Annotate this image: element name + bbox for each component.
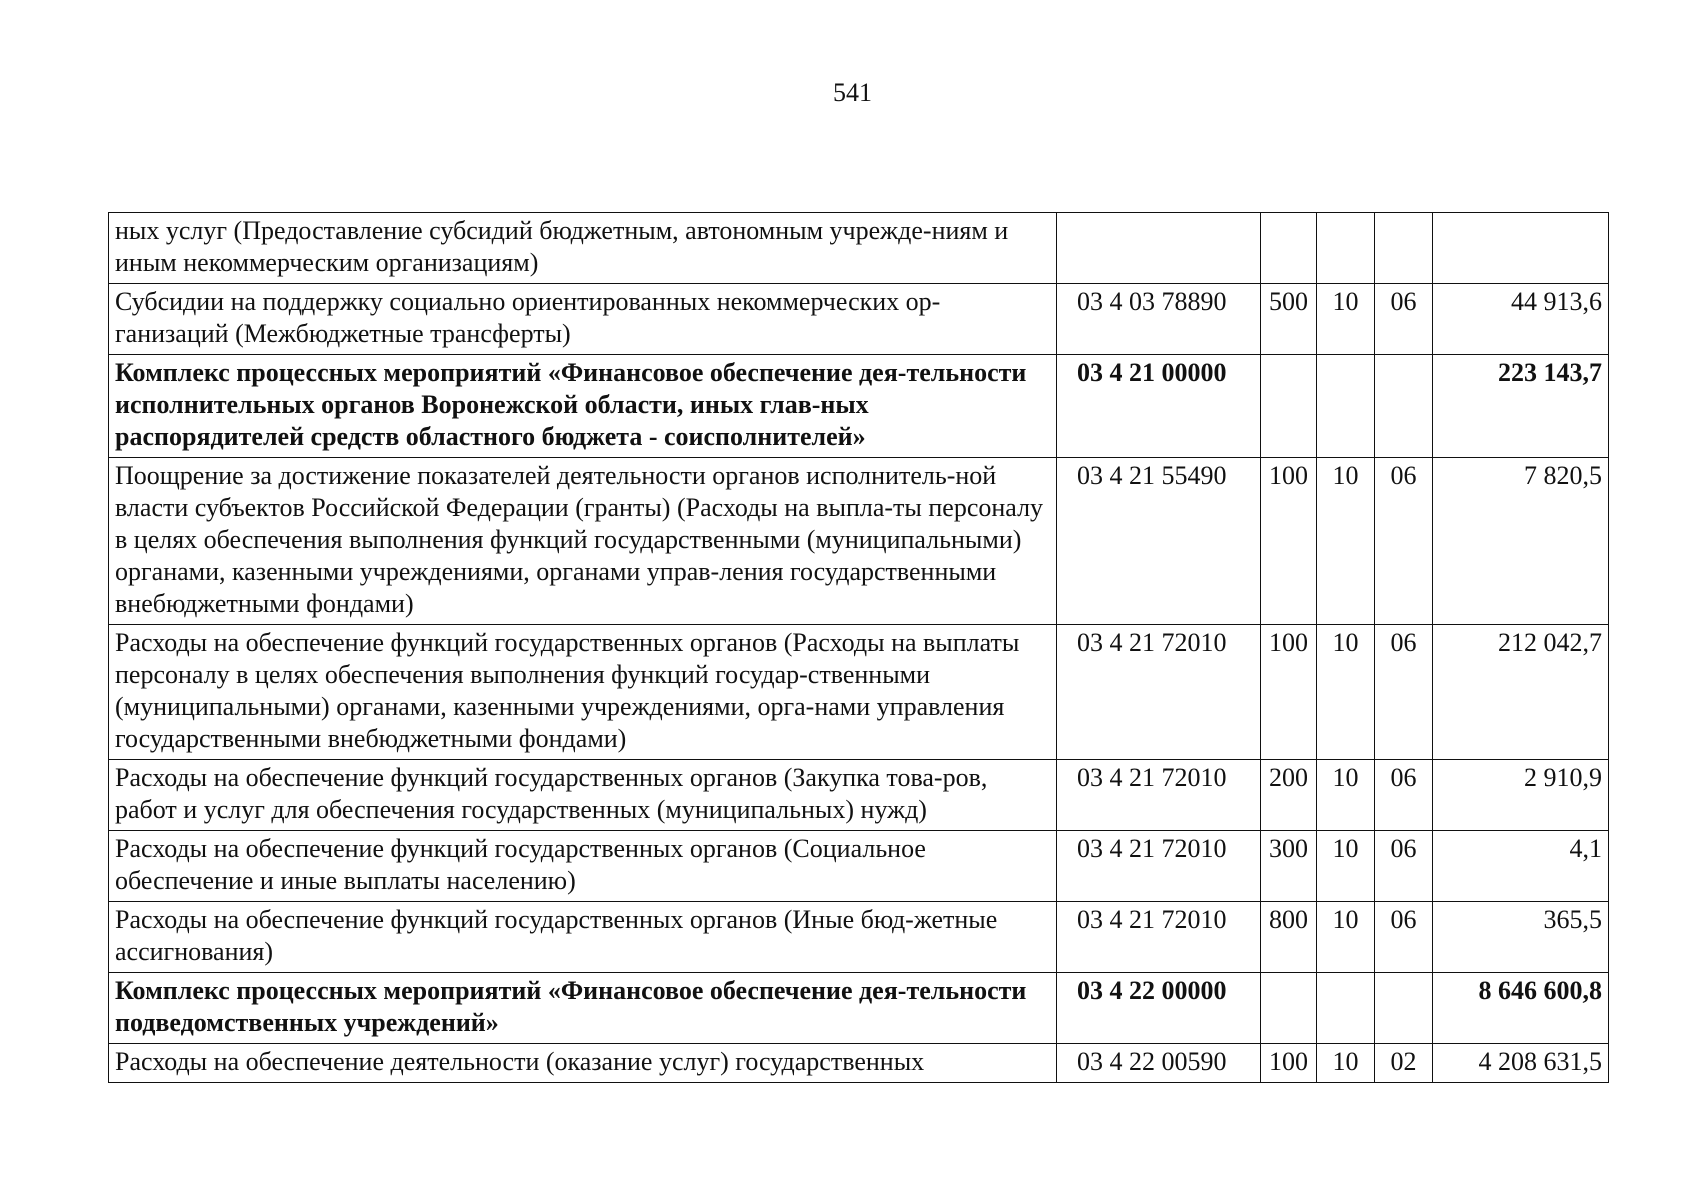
row-section-cell: 10 bbox=[1317, 458, 1375, 625]
row-subsection-cell: 06 bbox=[1375, 902, 1433, 973]
row-name-cell: ных услуг (Предоставление субсидий бюджетным, автономным учрежде-ниям и иным некоммерческим организациям) bbox=[109, 213, 1057, 284]
row-subsection-cell bbox=[1375, 973, 1433, 1044]
row-name-cell: Поощрение за достижение показателей деятельности органов исполнитель-ной власти субъектов Российской Федерации (гранты) (Расходы на выпла-ты персоналу в целях обеспечения выполнения функций государственными (муниципальными) органами, казенными учреждениями, органами управ-ления государственными внебюджетными фондами) bbox=[109, 458, 1057, 625]
row-name-cell: Комплекс процессных мероприятий «Финансовое обеспечение дея-тельности подведомственных учреждений» bbox=[109, 973, 1057, 1044]
row-expense-type-cell: 100 bbox=[1261, 1044, 1317, 1083]
row-code-cell: 03 4 21 72010 bbox=[1057, 902, 1261, 973]
table-row bbox=[109, 625, 1609, 760]
table-body bbox=[109, 213, 1609, 1083]
row-code-cell bbox=[1057, 213, 1261, 284]
row-sum-cell: 44 913,6 bbox=[1433, 284, 1609, 355]
row-subsection-cell bbox=[1375, 355, 1433, 458]
row-subsection-cell: 06 bbox=[1375, 284, 1433, 355]
table-row bbox=[109, 355, 1609, 458]
row-expense-type-cell: 500 bbox=[1261, 284, 1317, 355]
table-row bbox=[109, 831, 1609, 902]
row-expense-type-cell bbox=[1261, 355, 1317, 458]
row-subsection-cell: 06 bbox=[1375, 458, 1433, 625]
row-name-cell: Комплекс процессных мероприятий «Финансовое обеспечение дея-тельности исполнительных органов Воронежской области, иных глав-ных распорядителей средств областного бюджета - соисполнителей» bbox=[109, 355, 1057, 458]
row-code-cell: 03 4 03 78890 bbox=[1057, 284, 1261, 355]
table-row bbox=[109, 760, 1609, 831]
row-sum-cell: 223 143,7 bbox=[1433, 355, 1609, 458]
row-code-cell: 03 4 21 72010 bbox=[1057, 760, 1261, 831]
row-sum-cell: 7 820,5 bbox=[1433, 458, 1609, 625]
row-section-cell: 10 bbox=[1317, 625, 1375, 760]
row-subsection-cell: 06 bbox=[1375, 831, 1433, 902]
table-row bbox=[109, 973, 1609, 1044]
row-sum-cell: 2 910,9 bbox=[1433, 760, 1609, 831]
row-name-cell: Расходы на обеспечение функций государственных органов (Расходы на выплаты персоналу в целях обеспечения выполнения функций государ-ственными (муниципальными) органами, казенными учреждениями, орга-нами управления государственными внебюджетными фондами) bbox=[109, 625, 1057, 760]
row-code-cell: 03 4 21 55490 bbox=[1057, 458, 1261, 625]
row-sum-cell: 8 646 600,8 bbox=[1433, 973, 1609, 1044]
row-name-cell: Расходы на обеспечение функций государственных органов (Социальное обеспечение и иные выплаты населению) bbox=[109, 831, 1057, 902]
row-code-cell: 03 4 21 72010 bbox=[1057, 831, 1261, 902]
row-section-cell: 10 bbox=[1317, 831, 1375, 902]
row-sum-cell: 365,5 bbox=[1433, 902, 1609, 973]
row-expense-type-cell: 100 bbox=[1261, 458, 1317, 625]
row-section-cell: 10 bbox=[1317, 760, 1375, 831]
row-section-cell bbox=[1317, 213, 1375, 284]
row-subsection-cell: 06 bbox=[1375, 625, 1433, 760]
row-expense-type-cell: 200 bbox=[1261, 760, 1317, 831]
table-row bbox=[109, 284, 1609, 355]
row-sum-cell: 4 208 631,5 bbox=[1433, 1044, 1609, 1083]
row-name-cell: Субсидии на поддержку социально ориентированных некоммерческих ор-ганизаций (Межбюджетные трансферты) bbox=[109, 284, 1057, 355]
page-number: 541 bbox=[833, 78, 872, 107]
row-code-cell: 03 4 21 00000 bbox=[1057, 355, 1261, 458]
row-code-cell: 03 4 21 72010 bbox=[1057, 625, 1261, 760]
row-name-cell: Расходы на обеспечение деятельности (оказание услуг) государственных bbox=[109, 1044, 1057, 1083]
row-subsection-cell: 06 bbox=[1375, 760, 1433, 831]
row-sum-cell: 4,1 bbox=[1433, 831, 1609, 902]
row-subsection-cell: 02 bbox=[1375, 1044, 1433, 1083]
row-section-cell: 10 bbox=[1317, 1044, 1375, 1083]
budget-table bbox=[108, 212, 1609, 1083]
row-subsection-cell bbox=[1375, 213, 1433, 284]
row-sum-cell: 212 042,7 bbox=[1433, 625, 1609, 760]
row-code-cell: 03 4 22 00000 bbox=[1057, 973, 1261, 1044]
table-row bbox=[109, 902, 1609, 973]
row-section-cell: 10 bbox=[1317, 284, 1375, 355]
row-name-cell: Расходы на обеспечение функций государственных органов (Иные бюд-жетные ассигнования) bbox=[109, 902, 1057, 973]
row-section-cell bbox=[1317, 355, 1375, 458]
row-expense-type-cell: 300 bbox=[1261, 831, 1317, 902]
row-section-cell bbox=[1317, 973, 1375, 1044]
row-sum-cell bbox=[1433, 213, 1609, 284]
row-expense-type-cell: 100 bbox=[1261, 625, 1317, 760]
row-code-cell: 03 4 22 00590 bbox=[1057, 1044, 1261, 1083]
row-expense-type-cell bbox=[1261, 973, 1317, 1044]
table-row bbox=[109, 1044, 1609, 1083]
row-section-cell: 10 bbox=[1317, 902, 1375, 973]
row-expense-type-cell: 800 bbox=[1261, 902, 1317, 973]
row-expense-type-cell bbox=[1261, 213, 1317, 284]
table-row bbox=[109, 458, 1609, 625]
row-name-cell: Расходы на обеспечение функций государственных органов (Закупка това-ров, работ и услуг для обеспечения государственных (муниципальных) нужд) bbox=[109, 760, 1057, 831]
table-row bbox=[109, 213, 1609, 284]
